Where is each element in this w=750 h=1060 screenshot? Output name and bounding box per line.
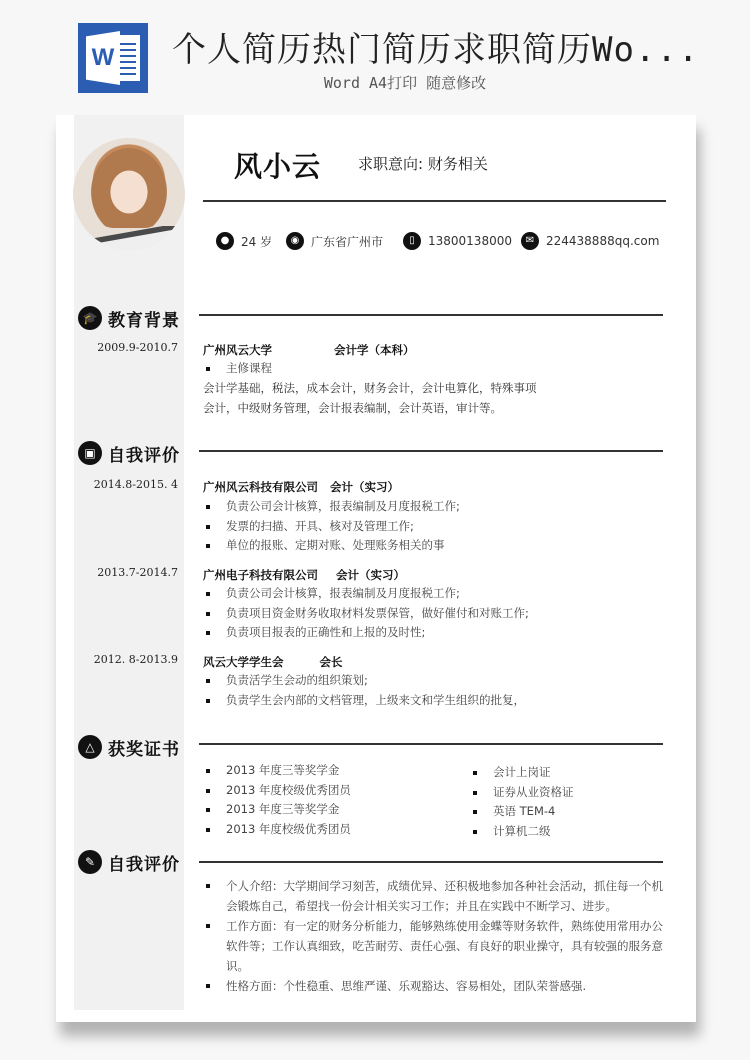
- contact-location: [286, 232, 403, 250]
- document-subtitle: Word A4打印 随意修改: [323, 74, 487, 92]
- list-item: 负责学生会内部的文档管理，上级来文和学生组织的批复，: [203, 691, 525, 711]
- section-divider: [199, 743, 663, 745]
- location-pin-icon: ◉: [286, 232, 304, 250]
- list-item: 英语 TEM-4: [470, 802, 574, 822]
- org-name: 风云大学学生会: [203, 655, 284, 669]
- list-item: 个人介绍：大学期间学习刻苦，成绩优异、还积极地参加各种社会活动，抓住每一个机会锻炼自己，希望找一份会计相关实习工作；并且在实践中不断学习、进步。: [203, 876, 668, 916]
- experience-date: 2012. 8-2013.9: [93, 653, 178, 666]
- org-name: 广州风云科技有限公司: [203, 480, 318, 494]
- edit-icon: ✎: [78, 850, 102, 874]
- role: 会计（实习）: [336, 568, 405, 582]
- divider: [203, 200, 666, 202]
- experience-entry-header: [203, 654, 343, 670]
- resume-page: [56, 115, 696, 1022]
- org-name: 广州电子科技有限公司: [203, 568, 318, 582]
- list-item: 负责项目资金财务收取材料发票保管，做好催付和对账工作;: [203, 604, 529, 624]
- section-awards-header: [78, 734, 180, 760]
- section-divider: [199, 861, 663, 863]
- list-item: 证券从业资格证: [470, 783, 574, 803]
- section-title: 获奖证书: [108, 739, 180, 760]
- list-item: 负责项目报表的正确性和上报的及时性;: [203, 623, 529, 643]
- candidate-name: 风小云: [234, 150, 322, 183]
- contact-phone: [403, 232, 521, 250]
- section-education-header: [78, 305, 180, 331]
- experience-bullets: [203, 497, 460, 556]
- section-self-eval-header: [78, 849, 180, 875]
- section-divider: [199, 314, 663, 316]
- job-intent-value: 财务相关: [427, 155, 488, 173]
- education-entry-header: [203, 342, 415, 358]
- list-item: 负责活学生会动的组织策划;: [203, 671, 525, 691]
- experience-bullets: [203, 584, 529, 643]
- list-item: 会计上岗证: [470, 763, 574, 783]
- list-item: 性格方面：个性稳重、思维严谨、乐观豁达、容易相处，团队荣誉感强.: [203, 976, 668, 996]
- experience-entry-header: [203, 479, 399, 495]
- user-icon: ●: [216, 232, 234, 250]
- section-title: 自我评价: [108, 854, 180, 875]
- section-divider: [199, 450, 663, 452]
- contact-bar: [216, 231, 659, 251]
- courses-line-1: 会计学基础，税法，成本会计，财务会计，会计电算化，特殊事项: [203, 381, 537, 395]
- graduation-cap-icon: 🎓: [78, 306, 102, 330]
- contact-age: [216, 232, 286, 250]
- section-title: 教育背景: [108, 310, 180, 331]
- list-item: 发票的扫描、开具、核对及管理工作;: [203, 517, 460, 537]
- document-title: 个人简历热门简历求职简历Wo...: [172, 30, 700, 70]
- job-intent: [358, 153, 488, 174]
- contact-email[interactable]: [521, 232, 659, 250]
- contact-email-text[interactable]: 224438888qq.com: [546, 234, 660, 248]
- job-intent-label: 求职意向:: [358, 155, 424, 173]
- self-eval-list: [203, 876, 668, 996]
- experience-date: 2013.7-2014.7: [97, 566, 178, 579]
- awards-left-list: [203, 761, 351, 839]
- experience-date: 2014.8-2015. 4: [93, 478, 178, 491]
- briefcase-icon: ▣: [78, 441, 102, 465]
- mail-icon: ✉: [521, 232, 539, 250]
- list-item: 负责公司会计核算，报表编制及月度报税工作;: [203, 497, 460, 517]
- education-bullets: [203, 359, 272, 379]
- list-item: 计算机二级: [470, 822, 574, 842]
- flask-icon: △: [78, 735, 102, 759]
- contact-age-text: 24 岁: [241, 234, 273, 249]
- courses-line-2: 会计，中级财务管理，会计报表编制，会计英语，审计等。: [203, 401, 502, 415]
- role: 会长: [319, 655, 343, 669]
- contact-location-text: 广东省广州市: [311, 234, 384, 249]
- avatar: [73, 138, 185, 250]
- experience-entry-header: [203, 567, 405, 583]
- list-item: 工作方面：有一定的财务分析能力，能够熟练使用金蝶等财务软件，熟练使用常用办公软件等；工作认真细致，吃苦耐劳、责任心强、有良好的职业操守，具有较强的服务意识。: [203, 916, 668, 976]
- list-item: 主修课程: [203, 359, 272, 379]
- list-item: 负责公司会计核算，报表编制及月度报税工作;: [203, 584, 529, 604]
- awards-right-list: [470, 763, 574, 841]
- experience-bullets: [203, 671, 525, 710]
- list-item: 2013 年度校级优秀团员: [203, 820, 351, 840]
- word-doc-icon: W: [78, 23, 148, 93]
- list-item: 2013 年度三等奖学金: [203, 800, 351, 820]
- education-date: 2009.9-2010.7: [97, 341, 178, 354]
- section-experience-header: [78, 440, 180, 466]
- list-item: 2013 年度三等奖学金: [203, 761, 351, 781]
- preview-banner: [0, 0, 750, 110]
- contact-phone-text: 13800138000: [428, 234, 512, 248]
- role: 会计（实习）: [330, 480, 399, 494]
- list-item: 单位的报账、定期对账、处理账务相关的事: [203, 536, 460, 556]
- list-item: 2013 年度校级优秀团员: [203, 781, 351, 801]
- school-name: 广州风云大学: [203, 343, 272, 357]
- section-title: 自我评价: [108, 445, 180, 466]
- phone-icon: ▯: [403, 232, 421, 250]
- major: 会计学（本科）: [334, 343, 415, 357]
